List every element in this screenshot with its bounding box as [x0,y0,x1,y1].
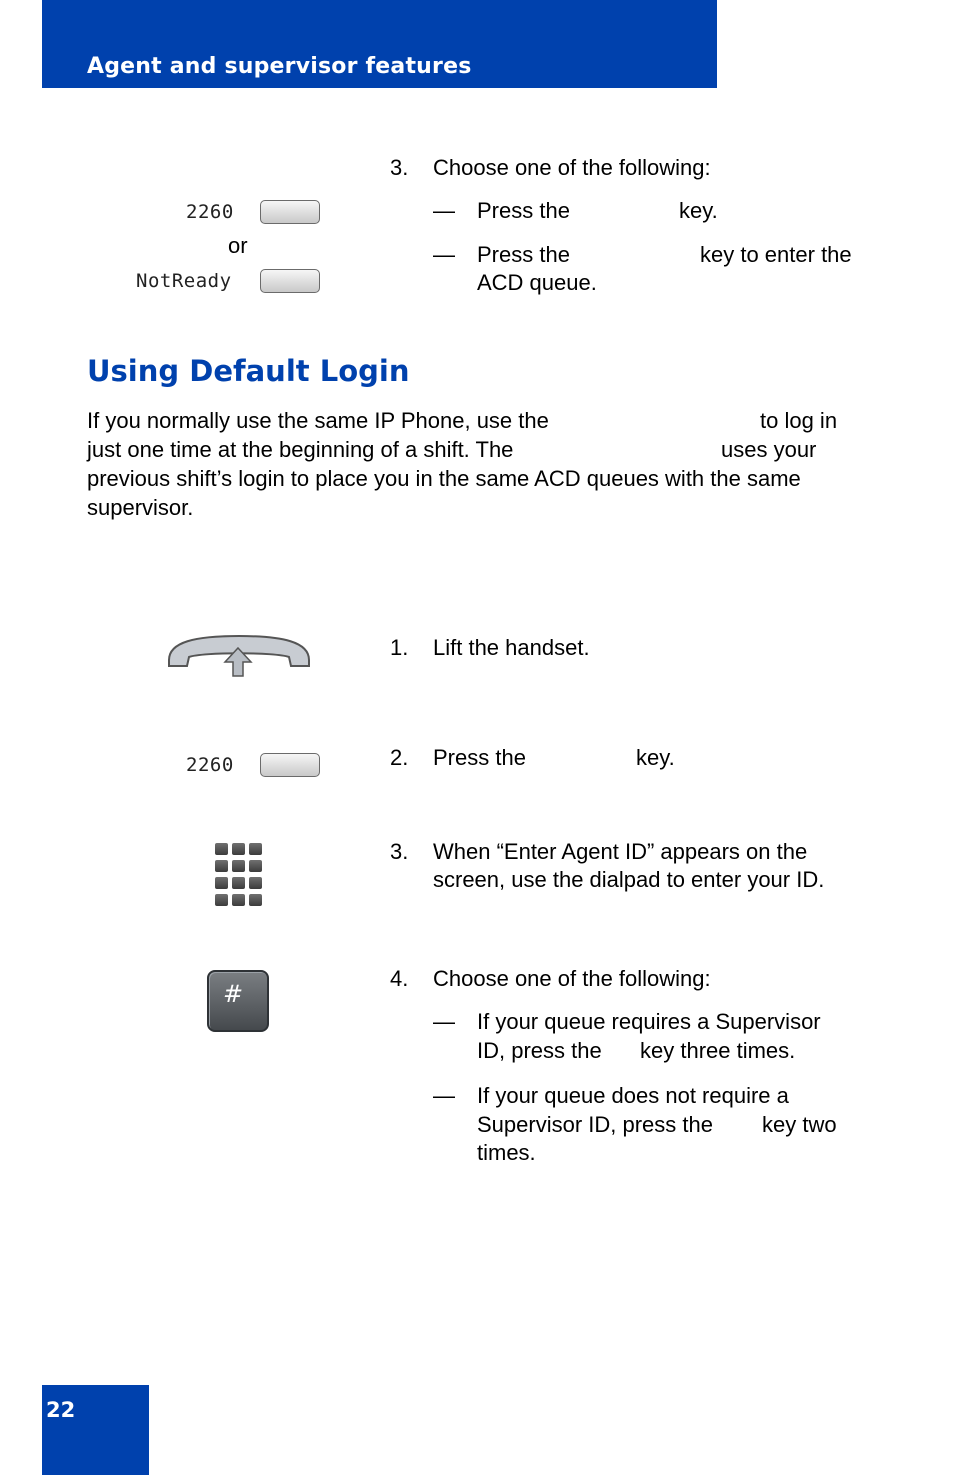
step-text: Choose one of the following: [433,966,711,991]
step-number: 3. [390,155,409,180]
header-bar [42,0,717,88]
option-text: key to enter the [700,242,852,267]
dash: — [433,198,455,223]
step-text: When “Enter Agent ID” appears on the [433,839,808,864]
option-text: If your queue does not require a [477,1083,789,1108]
option-text: key two [762,1112,837,1137]
step-number: 2. [390,745,409,770]
option-text: key. [679,198,718,223]
dialpad-icon [215,843,265,909]
option-text: Press the [477,198,570,223]
step-number: 4. [390,966,409,991]
softkey-button[interactable] [260,753,320,777]
or-label: or [228,233,248,258]
option-text: ACD queue. [477,270,597,295]
paragraph-text: If you normally use the same IP Phone, use the [87,408,549,433]
lcd-label-2260: 2260 [186,754,234,776]
paragraph-text: previous shift’s login to place you in the same ACD queues with the same [87,466,801,491]
step-text: screen, use the dialpad to enter your ID. [433,867,825,892]
paragraph-text: supervisor. [87,495,194,520]
lcd-label-2260: 2260 [186,201,234,223]
step-text: Lift the handset. [433,635,590,660]
option-text: times. [477,1140,536,1165]
paragraph-text: to log in [760,408,838,433]
dash: — [433,242,455,267]
option-text: key three times. [640,1038,796,1063]
hash-key-symbol: # [223,980,244,1008]
step-text: key. [636,745,675,770]
step-text: Press the [433,745,526,770]
page-number: 22 [46,1398,76,1422]
option-text: If your queue requires a Supervisor [477,1009,821,1034]
option-text: ID, press the [477,1038,602,1063]
step-text: Choose one of the following: [433,155,711,180]
lcd-label-notready: NotReady [136,270,232,292]
paragraph-text: just one time at the beginning of a shift. The [87,437,514,462]
softkey-button[interactable] [260,269,320,293]
paragraph-text: uses your [721,437,817,462]
step-number: 3. [390,839,409,864]
handset-icon [165,630,313,680]
softkey-button[interactable] [260,200,320,224]
dash: — [433,1083,455,1108]
hash-key-icon [207,970,269,1032]
option-text: Press the [477,242,570,267]
step-number: 1. [390,635,409,660]
dash: — [433,1009,455,1034]
header-title: Agent and supervisor features [87,54,472,79]
section-title: Using Default Login [87,354,410,388]
option-text: Supervisor ID, press the [477,1112,713,1137]
